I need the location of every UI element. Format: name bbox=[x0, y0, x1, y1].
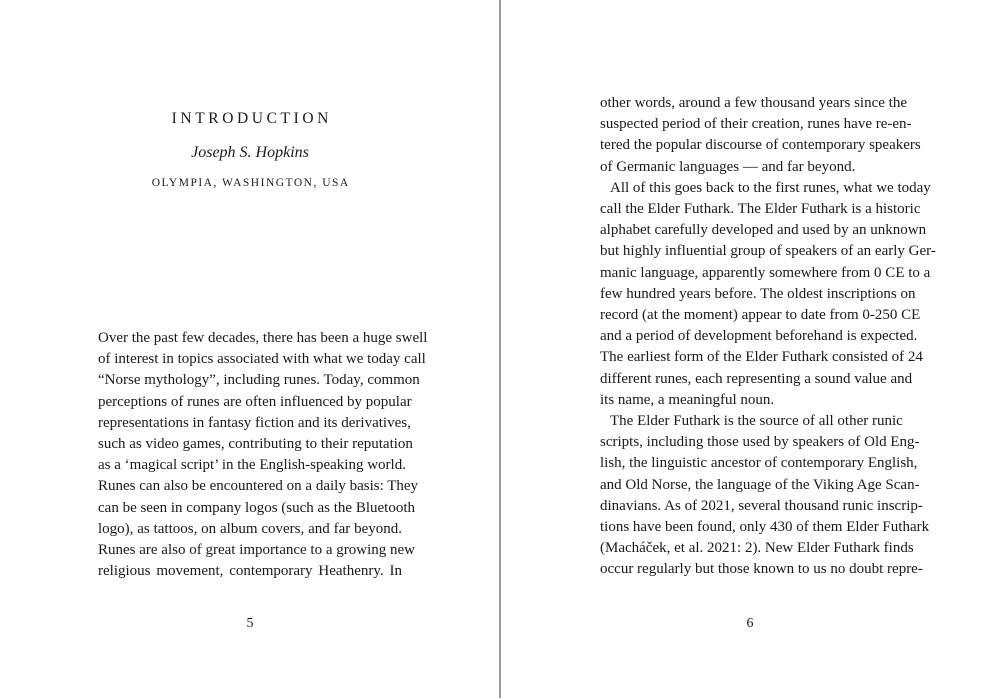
text-line: different runes, each representing a sound value and bbox=[600, 370, 913, 387]
text-line: few hundred years before. The oldest inscriptions on bbox=[600, 285, 916, 302]
text-line: call the Elder Futhark. The Elder Futhark is a historic bbox=[600, 201, 921, 218]
text-line: tered the popular discourse of contemporary speakers bbox=[600, 137, 921, 154]
text-line: Runes are also of great importance to a growing new bbox=[98, 542, 415, 559]
text-line: alphabet carefully developed and used by an unknown bbox=[600, 222, 927, 239]
text-line: of interest in topics associated with what we today call bbox=[98, 351, 426, 368]
page-number-left: 5 bbox=[246, 616, 254, 631]
text-line: other words, around a few thousand years since the bbox=[600, 95, 907, 111]
text-line: (Macháček, et al. 2021: 2). New Elder Futhark finds bbox=[600, 540, 914, 557]
text-line: logo), as tattoos, on album covers, and far beyond. bbox=[98, 520, 402, 537]
text-line: The earliest form of the Elder Futhark consisted of 24 bbox=[600, 349, 923, 366]
right-body-text bbox=[600, 93, 936, 581]
text-line: “Norse mythology”, including runes. Today, common bbox=[98, 372, 420, 389]
text-line: suspected period of their creation, runes have re-en- bbox=[600, 116, 912, 133]
text-line: Runes can also be encountered on a daily basis: They bbox=[98, 478, 419, 495]
right-page bbox=[501, 0, 1000, 698]
text-line: and Old Norse, the language of the Viking Age Scan- bbox=[600, 476, 920, 493]
text-line: its name, a meaningful noun. bbox=[600, 391, 775, 408]
text-line: but highly influential group of speakers of an early Ger- bbox=[600, 243, 936, 260]
text-line: manic language, apparently somewhere from 0 CE to a bbox=[600, 264, 931, 281]
chapter-title: INTRODUCTION bbox=[171, 110, 332, 127]
text-line: Over the past few decades, there has been a huge swell bbox=[98, 330, 428, 346]
text-line: such as video games, contributing to their reputation bbox=[98, 436, 413, 453]
author-location: OLYMPIA, WASHINGTON, USA bbox=[151, 177, 350, 189]
text-line: dinavians. As of 2021, several thousand runic inscrip- bbox=[600, 497, 923, 514]
text-line: as a ‘magical script’ in the English-speaking world. bbox=[98, 457, 406, 474]
text-line: record (at the moment) appear to date from 0-250 CE bbox=[600, 307, 921, 324]
text-line: of Germanic languages — and far beyond. bbox=[600, 158, 856, 175]
text-line: occur regularly but those known to us no doubt repre- bbox=[600, 561, 923, 578]
text-line: can be seen in company logos (such as the Bluetooth bbox=[98, 499, 416, 516]
text-line: representations in fantasy fiction and its derivatives, bbox=[98, 414, 411, 431]
text-line: All of this goes back to the first runes, what we today bbox=[610, 179, 931, 196]
text-line: The Elder Futhark is the source of all other runic bbox=[610, 413, 903, 430]
text-line: perceptions of runes are often influenced by popular bbox=[98, 393, 412, 410]
text-line: religious movement, contemporary Heathenry. In bbox=[98, 563, 402, 580]
text-line: tions have been found, only 430 of them Elder Futhark bbox=[600, 519, 930, 536]
text-line: lish, the linguistic ancestor of contemporary English, bbox=[600, 455, 918, 472]
left-body-text bbox=[98, 328, 428, 582]
author-name: Joseph S. Hopkins bbox=[191, 144, 309, 161]
text-line: and a period of development beforehand is expected. bbox=[600, 328, 918, 345]
page-number-right: 6 bbox=[746, 616, 754, 631]
text-line: scripts, including those used by speakers of Old Eng- bbox=[600, 434, 920, 451]
